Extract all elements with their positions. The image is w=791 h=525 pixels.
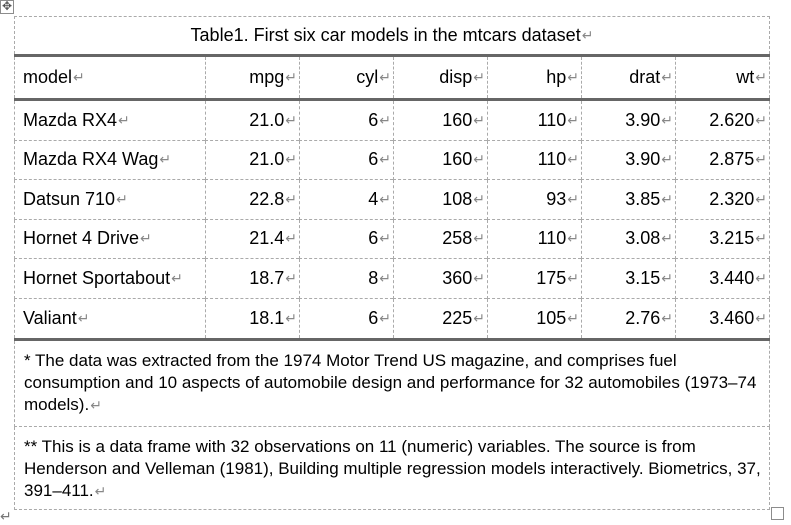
table-cell-mpg <box>205 220 299 260</box>
table-cell-model <box>14 180 205 220</box>
cell-text: 4 <box>368 188 379 209</box>
cell-end-mark: ↵ <box>473 151 485 168</box>
cell-text: 3.440 <box>709 267 755 288</box>
cell-end-mark: ↵ <box>567 230 579 247</box>
table-cell-wt <box>675 180 770 220</box>
column-header-mpg <box>205 57 299 98</box>
table-cell-wt <box>675 259 770 299</box>
cell-end-mark: ↵ <box>140 230 152 247</box>
cell-text: 105 <box>536 307 567 328</box>
table-cell-drat <box>581 259 675 299</box>
cell-text: 6 <box>368 307 379 328</box>
cell-text: Hornet 4 Drive <box>23 228 140 249</box>
cell-end-mark: ↵ <box>285 309 297 326</box>
document-end-mark: ↵ <box>0 508 12 524</box>
table-cell-model <box>14 299 205 339</box>
cell-end-mark: ↵ <box>379 151 391 168</box>
table-cell-disp <box>393 101 487 141</box>
cell-end-mark: ↵ <box>567 69 579 85</box>
cell-end-mark: ↵ <box>567 111 579 128</box>
table-cell-drat <box>581 299 675 339</box>
column-header-cyl <box>299 57 393 98</box>
table-cell-model <box>14 259 205 299</box>
table-cell-model <box>14 220 205 260</box>
cell-text: 160 <box>442 109 473 130</box>
cell-end-mark: ↵ <box>118 111 130 128</box>
table-cell-hp <box>487 141 581 181</box>
cell-text: 160 <box>442 149 473 170</box>
table-body <box>14 101 770 338</box>
cell-text: 6 <box>368 228 379 249</box>
cell-text: Datsun 710 <box>23 188 116 209</box>
cell-end-mark: ↵ <box>473 269 485 286</box>
table-cell-cyl <box>299 220 393 260</box>
table-cell-mpg <box>205 180 299 220</box>
cell-text: 3.08 <box>625 228 661 249</box>
cell-end-mark: ↵ <box>661 151 673 168</box>
cell-end-mark: ↵ <box>567 269 579 286</box>
cell-end-mark: ↵ <box>379 111 391 128</box>
cell-end-mark: ↵ <box>473 69 485 85</box>
data-table <box>14 16 770 510</box>
cell-text: 8 <box>368 267 379 288</box>
table-cell-mpg <box>205 101 299 141</box>
table-cell-cyl <box>299 101 393 141</box>
table-cell-cyl <box>299 180 393 220</box>
cell-end-mark: ↵ <box>661 190 673 207</box>
cell-text: 108 <box>442 188 473 209</box>
cell-text: 225 <box>442 307 473 328</box>
cell-text: Hornet Sportabout <box>23 267 171 288</box>
cell-text: 110 <box>537 149 567 170</box>
table-cell-drat <box>581 180 675 220</box>
cell-text: 6 <box>368 149 379 170</box>
table-move-handle-icon[interactable]: ✥ <box>1 0 13 13</box>
column-header-drat <box>581 57 675 98</box>
cell-end-mark: ↵ <box>661 230 673 247</box>
table-caption <box>14 16 770 54</box>
cell-text: 3.90 <box>625 149 661 170</box>
cell-text: 21.4 <box>249 228 285 249</box>
table-cell-wt <box>675 141 770 181</box>
table-cell-hp <box>487 101 581 141</box>
table-cell-hp <box>487 259 581 299</box>
column-header-hp <box>487 57 581 98</box>
cell-text: 3.460 <box>709 307 755 328</box>
cell-text: cyl <box>356 67 379 87</box>
cell-text: 22.8 <box>249 188 285 209</box>
cell-end-mark: ↵ <box>285 269 297 286</box>
cell-end-mark: ↵ <box>473 230 485 247</box>
cell-end-mark: ↵ <box>755 309 767 326</box>
cell-end-mark: ↵ <box>661 269 673 286</box>
cell-text: 110 <box>537 228 567 249</box>
table-cell-drat <box>581 220 675 260</box>
cell-text: 3.90 <box>625 109 661 130</box>
table-cell-disp <box>393 259 487 299</box>
column-header-wt <box>675 57 770 98</box>
table-cell-hp <box>487 220 581 260</box>
paragraph-mark: ↵ <box>581 27 594 43</box>
cell-end-mark: ↵ <box>285 69 297 85</box>
cell-end-mark: ↵ <box>661 69 673 85</box>
cell-text: 18.7 <box>249 267 285 288</box>
paragraph-mark: ↵ <box>94 483 107 499</box>
table-cell-mpg <box>205 259 299 299</box>
cell-text: drat <box>629 67 661 87</box>
cell-end-mark: ↵ <box>379 309 391 326</box>
cell-end-mark: ↵ <box>379 269 391 286</box>
table-cell-mpg <box>205 299 299 339</box>
table-cell-cyl <box>299 259 393 299</box>
table-cell-wt <box>675 101 770 141</box>
cell-end-mark: ↵ <box>755 190 767 207</box>
cell-text: 360 <box>442 267 473 288</box>
cell-end-mark: ↵ <box>159 151 172 168</box>
table-cell-model <box>14 101 205 141</box>
table-cell-hp <box>487 299 581 339</box>
cell-end-mark: ↵ <box>285 190 297 207</box>
table-cell-drat <box>581 141 675 181</box>
cell-text: 21.0 <box>249 109 285 130</box>
cell-end-mark: ↵ <box>661 309 673 326</box>
cell-end-mark: ↵ <box>567 309 579 326</box>
footnote-1 <box>14 341 770 427</box>
cell-end-mark: ↵ <box>171 269 183 286</box>
table-header-row <box>14 57 770 98</box>
cell-end-mark: ↵ <box>473 111 485 128</box>
cell-end-mark: ↵ <box>77 309 90 326</box>
cell-text: 21.0 <box>249 149 285 170</box>
cell-text: 258 <box>442 228 473 249</box>
cell-text: wt <box>736 67 755 87</box>
cell-text: mpg <box>249 67 285 87</box>
table-cell-disp <box>393 220 487 260</box>
table-cell-mpg <box>205 141 299 181</box>
cell-text: 2.875 <box>709 149 755 170</box>
cell-text: 2.76 <box>625 307 661 328</box>
cell-end-mark: ↵ <box>285 230 297 247</box>
caption-text: Table1. First six car models in the mtcars dataset <box>190 25 581 45</box>
cell-text: 110 <box>537 109 567 130</box>
cell-text: 3.15 <box>625 267 661 288</box>
cell-end-mark: ↵ <box>755 69 767 85</box>
cell-end-mark: ↵ <box>285 111 297 128</box>
cell-end-mark: ↵ <box>567 151 579 168</box>
cell-end-mark: ↵ <box>473 309 485 326</box>
table-cell-cyl <box>299 299 393 339</box>
table-cell-disp <box>393 141 487 181</box>
table-cell-drat <box>581 101 675 141</box>
cell-end-mark: ↵ <box>567 190 579 207</box>
footnote-1-text: * The data was extracted from the 1974 Motor Trend US magazine, and comprises fuel consumption and 10 aspects of automobile design and performance for 32 automobiles (1973–74 models). <box>24 351 757 414</box>
cell-text: 2.320 <box>709 188 755 209</box>
cell-text: 93 <box>546 188 567 209</box>
cell-text: 175 <box>536 267 567 288</box>
table-cell-hp <box>487 180 581 220</box>
footnote-2-text: ** This is a data frame with 32 observations on 11 (numeric) variables. The source is from Henderson and Velleman (1981), Building multiple regression models interactively. Biometrics, 37, 391–411. <box>24 437 761 500</box>
cell-text: model <box>23 67 73 87</box>
cell-text: 2.620 <box>709 109 755 130</box>
column-header-disp <box>393 57 487 98</box>
table-resize-handle-icon[interactable] <box>771 507 784 520</box>
cell-text: disp <box>439 67 473 87</box>
cell-text: 3.215 <box>709 228 755 249</box>
cell-text: Valiant <box>23 307 77 328</box>
cell-end-mark: ↵ <box>379 230 391 247</box>
cell-end-mark: ↵ <box>379 69 391 85</box>
cell-end-mark: ↵ <box>116 190 128 207</box>
table-cell-wt <box>675 220 770 260</box>
cell-text: Mazda RX4 Wag <box>23 149 159 170</box>
table-cell-model <box>14 141 205 181</box>
cell-text: 6 <box>368 109 379 130</box>
cell-end-mark: ↵ <box>661 111 673 128</box>
cell-end-mark: ↵ <box>73 69 85 85</box>
cell-end-mark: ↵ <box>285 151 297 168</box>
footnote-2 <box>14 427 770 510</box>
cell-end-mark: ↵ <box>755 111 767 128</box>
table-cell-disp <box>393 180 487 220</box>
cell-text: Mazda RX4 <box>23 109 118 130</box>
table-cell-wt <box>675 299 770 339</box>
paragraph-mark: ↵ <box>90 397 102 413</box>
cell-end-mark: ↵ <box>755 151 767 168</box>
table-cell-cyl <box>299 141 393 181</box>
cell-end-mark: ↵ <box>473 190 485 207</box>
cell-end-mark: ↵ <box>379 190 391 207</box>
cell-text: hp <box>546 67 567 87</box>
column-header-model <box>14 57 205 98</box>
cell-end-mark: ↵ <box>755 269 767 286</box>
cell-end-mark: ↵ <box>755 230 767 247</box>
cell-text: 18.1 <box>249 307 285 328</box>
table-cell-disp <box>393 299 487 339</box>
cell-text: 3.85 <box>625 188 661 209</box>
